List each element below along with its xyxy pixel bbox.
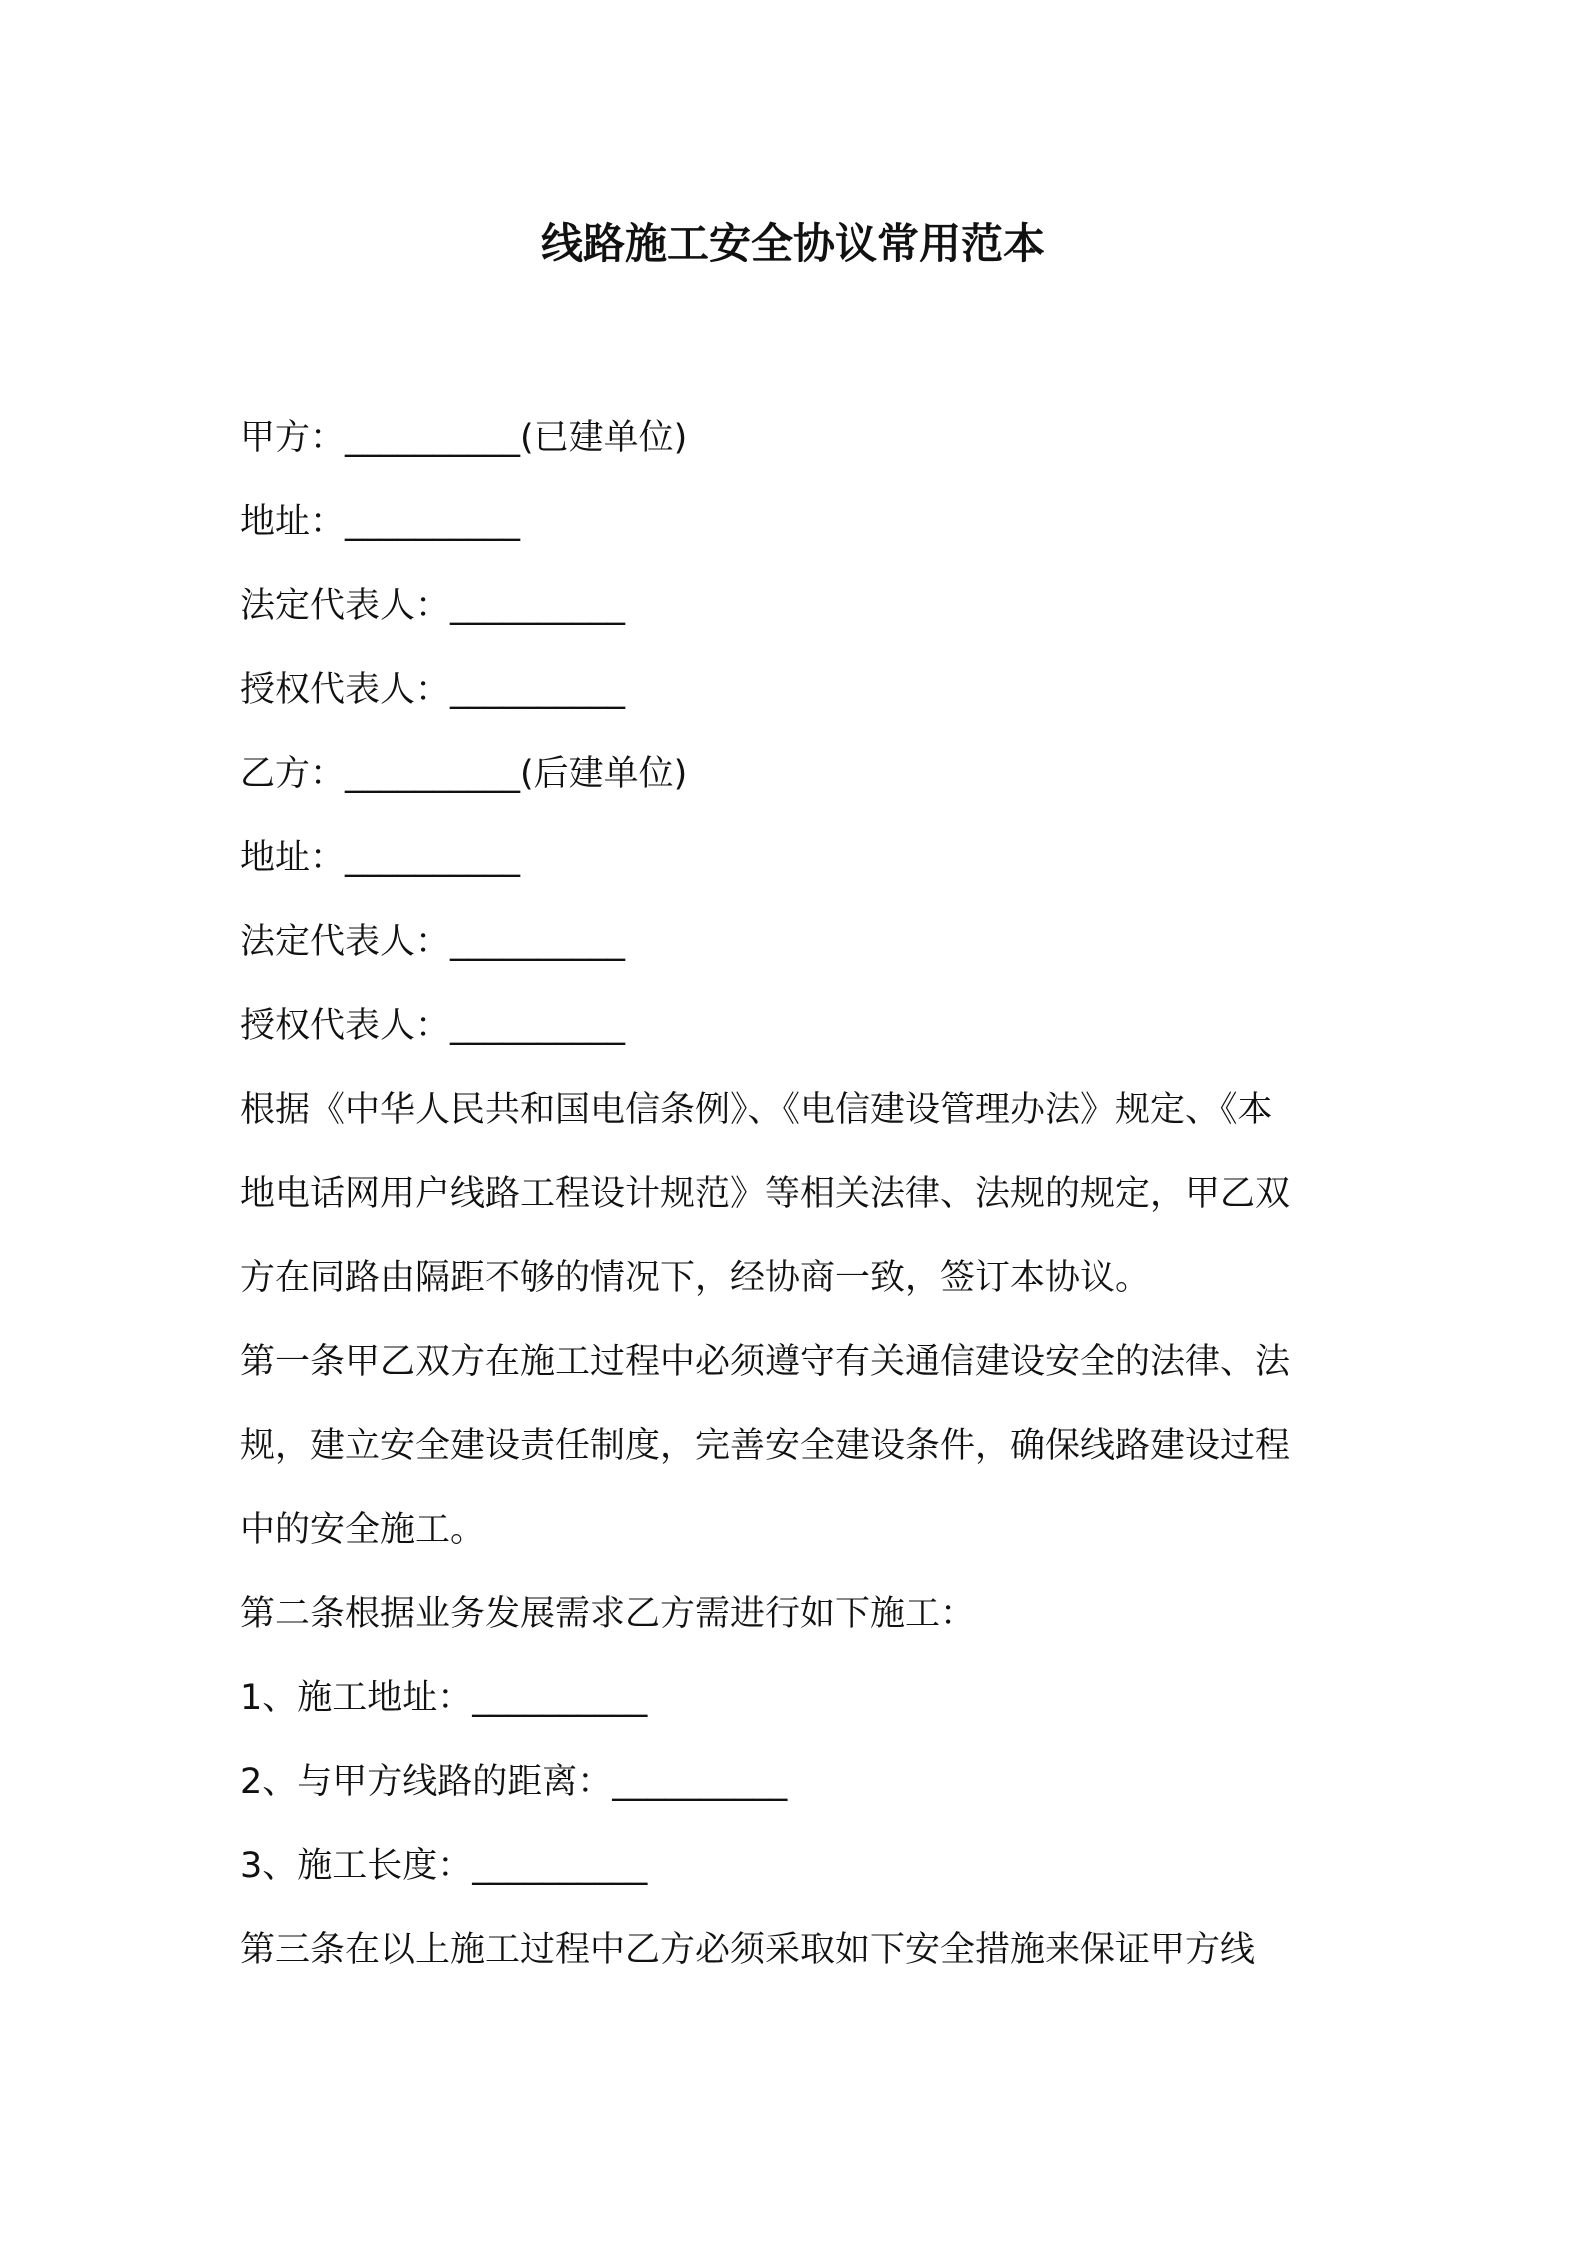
party-b-legal-rep-line: 法定代表人：__________ bbox=[240, 922, 626, 962]
document-body bbox=[240, 396, 1360, 1992]
party-a-legal-rep-line: 法定代表人：__________ bbox=[240, 586, 626, 626]
party-a-address-line: 地址：__________ bbox=[240, 502, 521, 542]
party-b-authorized-rep-line: 授权代表人：__________ bbox=[240, 1006, 626, 1046]
party-b-name-line: 乙方：__________(后建单位) bbox=[240, 754, 688, 794]
article-2-heading: 第二条根据业务发展需求乙方需进行如下施工： bbox=[240, 1594, 976, 1634]
preamble-line-2: 地电话网用户线路工程设计规范》等相关法律、法规的规定，甲乙双 bbox=[240, 1174, 1291, 1214]
party-a-name-line: 甲方：__________(已建单位) bbox=[240, 418, 688, 458]
party-a-authorized-rep-line: 授权代表人：__________ bbox=[240, 670, 626, 710]
party-b-address-line: 地址：__________ bbox=[240, 838, 521, 878]
article-1-line-2: 规，建立安全建设责任制度，完善安全建设条件，确保线路建设过程 bbox=[240, 1426, 1291, 1466]
article-3-line-1: 第三条在以上施工过程中乙方必须采取如下安全措施来保证甲方线 bbox=[240, 1930, 1256, 1970]
article-2-item-1: 1、施工地址：__________ bbox=[240, 1678, 648, 1718]
article-1-line-1: 第一条甲乙双方在施工过程中必须遵守有关通信建设安全的法律、法 bbox=[240, 1342, 1291, 1382]
preamble-line-3: 方在同路由隔距不够的情况下，经协商一致，签订本协议。 bbox=[240, 1258, 1151, 1298]
article-2-item-3: 3、施工长度：__________ bbox=[240, 1846, 648, 1886]
preamble-line-1: 根据《中华人民共和国电信条例》、《电信建设管理办法》规定、《本 bbox=[240, 1090, 1273, 1130]
article-1-line-3: 中的安全施工。 bbox=[240, 1510, 486, 1550]
article-2-item-2: 2、与甲方线路的距离：__________ bbox=[240, 1762, 788, 1802]
document-title: 线路施工安全协议常用范本 bbox=[540, 219, 1045, 268]
